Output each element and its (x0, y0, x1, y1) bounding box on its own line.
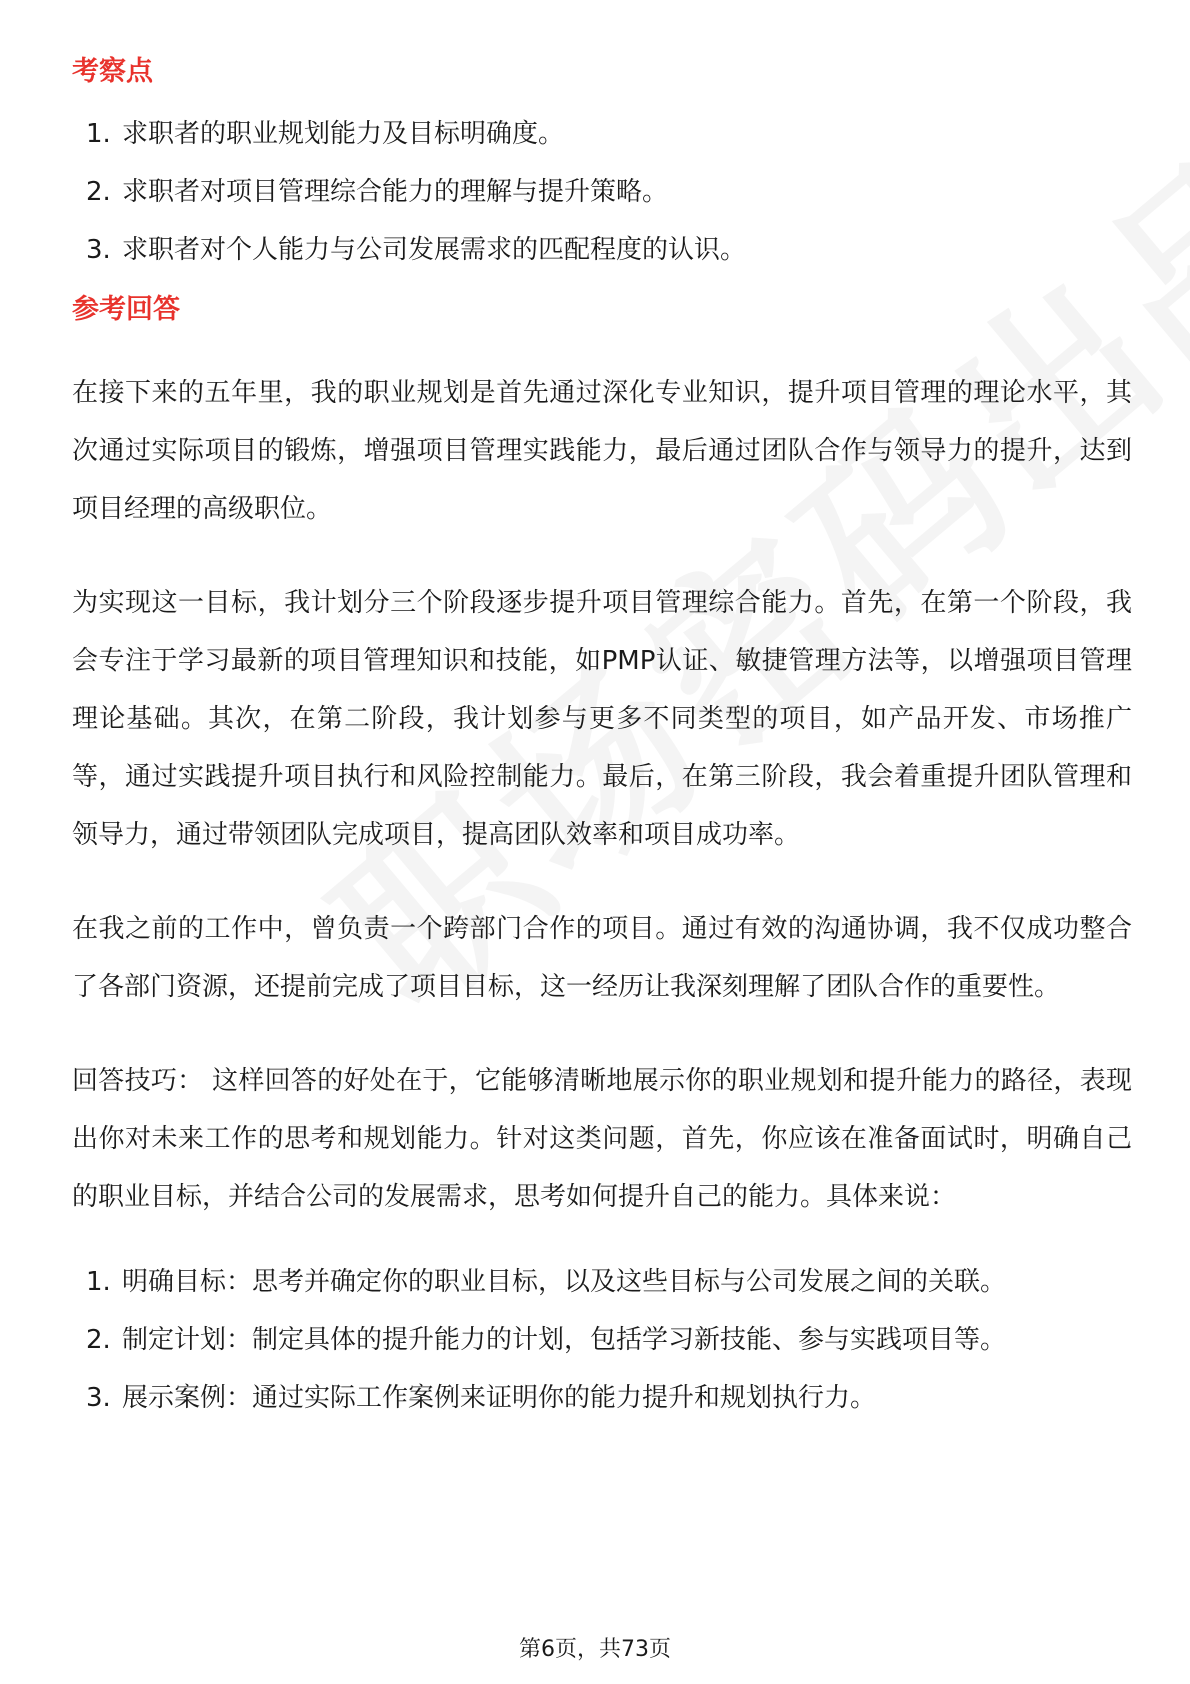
list-number: 2. (86, 177, 111, 207)
answer-tips-paragraph: 回答技巧： 这样回答的好处在于，它能够清晰地展示你的职业规划和提升能力的路径，表现出你对未来工作的思考和规划能力。针对这类问题，首先，你应该在准备面试时，明确自己的职业目标，并结合公司的发展需求，思考如何提升自己的能力。具体来说： (72, 1066, 1132, 1212)
document-page (72, 44, 1132, 1438)
list-text: 制定计划：制定具体的提升能力的计划，包括学习新技能、参与实践项目等。 (122, 1325, 1007, 1355)
page-footer (0, 1632, 1190, 1663)
list-item (72, 116, 1132, 152)
list-item (72, 232, 1132, 268)
exam-points-list (72, 116, 1132, 268)
list-text: 求职者对项目管理综合能力的理解与提升策略。 (122, 177, 669, 207)
list-item (72, 1380, 1132, 1416)
list-text: 展示案例：通过实际工作案例来证明你的能力提升和规划执行力。 (122, 1383, 877, 1413)
list-number: 1. (86, 119, 111, 149)
list-text: 求职者对个人能力与公司发展需求的匹配程度的认识。 (122, 235, 747, 265)
answer-paragraph: 在我之前的工作中，曾负责一个跨部门合作的项目。通过有效的沟通协调，我不仅成功整合了各部门资源，还提前完成了项目目标，这一经历让我深刻理解了团队合作的重要性。 (72, 914, 1132, 1002)
list-number: 2. (86, 1325, 111, 1355)
list-number: 3. (86, 235, 111, 265)
section-heading-exam-points: 考察点 (72, 56, 153, 87)
answer-paragraph: 在接下来的五年里，我的职业规划是首先通过深化专业知识，提升项目管理的理论水平，其次通过实际项目的锻炼，增强项目管理实践能力，最后通过团队合作与领导力的提升，达到项目经理的高级职位。 (72, 378, 1132, 524)
tips-list (72, 1264, 1132, 1416)
list-item (72, 174, 1132, 210)
list-item (72, 1322, 1132, 1358)
list-item (72, 1264, 1132, 1300)
section-heading-reference-answer: 参考回答 (72, 294, 180, 325)
page-number: 第6页，共73页 (519, 1637, 671, 1662)
list-text: 明确目标：思考并确定你的职业目标，以及这些目标与公司发展之间的关联。 (122, 1267, 1007, 1297)
answer-paragraph: 为实现这一目标，我计划分三个阶段逐步提升项目管理综合能力。首先，在第一个阶段，我会专注于学习最新的项目管理知识和技能，如PMP认证、敏捷管理方法等，以增强项目管理理论基础。其次，在第二阶段，我计划参与更多不同类型的项目，如产品开发、市场推广等，通过实践提升项目执行和风险控制能力。最后，在第三阶段，我会着重提升团队管理和领导力，通过带领团队完成项目，提高团队效率和项目成功率。 (72, 588, 1132, 850)
list-text: 求职者的职业规划能力及目标明确度。 (122, 119, 565, 149)
list-number: 3. (86, 1383, 111, 1413)
list-number: 1. (86, 1267, 111, 1297)
